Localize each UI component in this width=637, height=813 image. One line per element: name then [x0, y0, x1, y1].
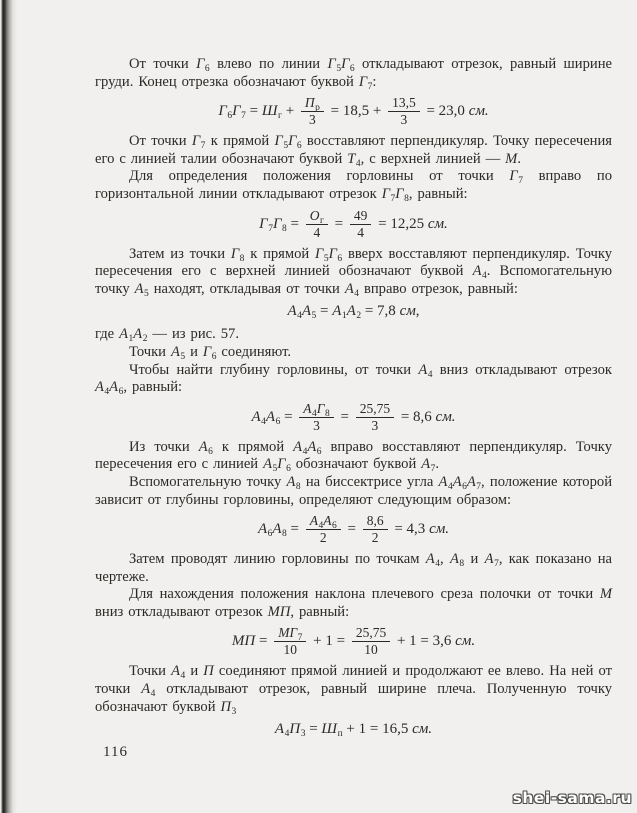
fraction: $\frac{25,75}{3}$ [356, 402, 394, 433]
paragraph: От точки $Г_7$ к прямой $Г_5Г_6$ восставляют перпендикуляр. Точку пересечения его с линией талии обозначают буквой $Т_4$, с верхней линией — М. [95, 133, 612, 169]
math-variable: $Г_6$ [202, 343, 217, 362]
math-variable: $МГ_7$ [278, 625, 303, 644]
math-variable: $Т_4$ [347, 150, 361, 169]
math-variable: $А_4$ [303, 400, 317, 419]
math-variable: $Г_6$ [218, 103, 233, 122]
math-variable: см. [468, 103, 489, 120]
text-column [95, 56, 612, 761]
paragraph: Точки $А_5$ и $Г_6$ соединяют. [129, 343, 292, 362]
body-text [95, 56, 612, 738]
math-variable: $А_6$ [109, 379, 124, 398]
paragraph: Точки $А_4$ и П соединяют прямой линией и продолжают ее влево. На ней от точки $А_4$ откладывают отрезок, равный ширине плеча. Полученную точку обозначают буквой $П_3$ [95, 663, 613, 717]
math-variable: $Г_8$ [395, 185, 409, 204]
math-variable: $А_5$ [301, 303, 317, 322]
math-variable: $О_г$ [309, 207, 324, 226]
fraction: $\frac{МГ_7}{10}$ [274, 626, 306, 657]
math-variable: $А_6$ [257, 521, 273, 540]
paragraph: Вспомогательную точку $А_8$ на биссектрисе угла $А_4А_6А_7$, положение которой зависит от глубины горловины, определяют следующим образом: [95, 473, 613, 508]
math-variable: $Г_5$ [327, 56, 342, 74]
math-variable: $А_2$ [133, 326, 148, 345]
math-variable: $Г_8$ [230, 245, 245, 264]
math-variable: $Г_7$ [232, 103, 246, 122]
math-variable: $А_2$ [346, 303, 362, 322]
math-variable: $А_6$ [323, 513, 337, 532]
math-variable: $А_4$ [425, 551, 440, 570]
math-variable: $Г_7$ [191, 133, 206, 152]
math-variable: $А_6$ [198, 438, 213, 457]
math-variable: $Г_7$ [381, 185, 396, 204]
math-variable: $А_4$ [293, 438, 308, 457]
formula: МП = $\frac{МГ_7}{10}$ + 1 = $\frac{25,75}{10}$ + 1 = 3,6 см. [231, 625, 476, 658]
math-variable: $Ш_г$ [261, 103, 282, 122]
formula: $А_4П_3 = Ш_п + 1 = 16,5$ см. [274, 721, 433, 740]
math-variable: $А_6$ [265, 408, 281, 427]
math-variable: М [599, 586, 612, 603]
fraction: $\frac{П_р}{3}$ [301, 96, 324, 127]
paragraph: Затем проводят линию горловины по точкам $А_4$, $А_8$ и $А_7$, как показано на чертеже. [95, 551, 613, 585]
fraction: $\frac{49}{4}$ [350, 209, 372, 240]
math-variable: см [399, 303, 416, 320]
math-variable: $А_5$ [170, 343, 186, 362]
formula: $Г_7Г_8$ = $\frac{О_г}{4}$ = $\frac{49}{4}$ = 12,25 см. [259, 207, 448, 240]
fraction: $\frac{А_4А_6}{2}$ [306, 514, 341, 545]
fraction: $\frac{13,5}{3}$ [388, 96, 420, 127]
math-variable: $А_7$ [484, 551, 499, 570]
math-variable: $Г_6$ [196, 56, 210, 74]
math-variable: $А_4$ [141, 681, 156, 700]
paragraph: От точки $Г_6$ влево по линии $Г_5Г_6$ откладывают отрезок, равный ширине груди. Конец отрезка обозначают буквой $Г_7$: [95, 56, 612, 92]
paragraph: Для определения положения горловины от точки $Г_7$ вправо по горизонтальной линии откладывают отрезок $Г_7Г_8$, равный: [95, 168, 612, 204]
math-variable: $А_4$ [418, 361, 433, 380]
math-variable: $А_8$ [449, 551, 465, 570]
math-variable: $А_4$ [251, 408, 266, 427]
fraction: $\frac{А_4Г_8}{3}$ [299, 402, 333, 433]
formula: $Г_6Г_7 = Ш_г$ + $\frac{П_р}{3}$ = 18,5 + $\frac{13,5}{3}$ = 23,0 см. [218, 95, 489, 128]
math-variable: $А_5$ [263, 456, 278, 475]
math-variable: $А_4$ [95, 379, 110, 398]
watermark: shei-sama.ru [512, 789, 632, 807]
paragraph: где $А_1А_2$ — из рис. 57. [95, 326, 239, 345]
math-variable: $Г_5$ [274, 133, 289, 152]
math-variable: см. [435, 408, 456, 425]
math-variable: см. [412, 721, 433, 738]
math-variable: $Г_6$ [341, 56, 355, 74]
math-variable: П [203, 663, 214, 680]
math-variable: $А_6$ [452, 473, 467, 492]
fraction: $\frac{О_г}{4}$ [306, 209, 328, 240]
math-variable: $А_4$ [344, 280, 359, 299]
math-variable: $А_4$ [171, 663, 186, 682]
math-variable: М [505, 150, 518, 167]
math-variable: $А_8$ [272, 521, 287, 540]
fraction: $\frac{25,75}{10}$ [352, 626, 390, 657]
math-variable: $Г_8$ [316, 400, 330, 419]
math-variable: $Г_7$ [509, 168, 523, 187]
paragraph: Из точки $А_6$ к прямой $А_4А_6$ вправо восставляют перпендикуляр. Точку пересечения его с линией $А_5Г_6$ обозначают буквой $А_7$. [95, 438, 612, 475]
math-variable: см. [429, 521, 450, 538]
math-variable: $А_4$ [274, 721, 290, 740]
math-variable: $Г_5$ [315, 245, 329, 264]
math-variable: $А_4$ [438, 473, 453, 492]
math-variable: см. [427, 215, 448, 232]
math-variable: $А_5$ [134, 280, 149, 299]
math-variable: $А_4$ [287, 303, 302, 322]
math-variable: $П_р$ [304, 95, 320, 114]
math-variable: см. [455, 633, 476, 650]
math-variable: $Г_7$ [259, 215, 273, 234]
math-variable: $А_4$ [309, 513, 324, 532]
math-variable: $А_8$ [286, 473, 301, 492]
fraction: $\frac{8,6}{2}$ [363, 514, 388, 545]
math-variable: $Г_6$ [288, 133, 302, 152]
formula: $А_4А_6$ = $\frac{А_4Г_8}{3}$ = $\frac{25,75}{3}$ = 8,6 см. [251, 400, 456, 433]
math-variable: $Г_8$ [272, 215, 287, 234]
math-variable: $А_1$ [119, 326, 134, 345]
math-variable: $А_4$ [472, 263, 487, 282]
math-variable: МП [267, 603, 291, 620]
math-variable: $Г_6$ [328, 245, 343, 264]
math-variable: $Г_7$ [358, 73, 373, 92]
paragraph: Для нахождения положения наклона плечевого среза полочки от точки М вниз откладывают отрезок МП, равный: [95, 586, 612, 620]
book-spine-edge-shadow [0, 0, 17, 813]
math-variable: $А_7$ [421, 456, 436, 475]
formula: $А_6А_8$ = $\frac{А_4А_6}{2}$ = $\frac{8,6}{2}$ = 4,3 см. [257, 513, 450, 546]
math-variable: $Ш_п$ [321, 721, 343, 740]
math-variable: $А_1$ [332, 303, 347, 322]
math-variable: $А_6$ [307, 438, 322, 457]
formula: $А_4А_5 = А_1А_2 = 7,8$ см, [287, 303, 420, 322]
math-variable: $П_3$ [289, 721, 306, 740]
math-variable: $Г_6$ [277, 456, 291, 475]
math-variable: $П_3$ [220, 698, 237, 717]
math-variable: МП [231, 633, 256, 650]
math-variable: $А_7$ [466, 473, 482, 492]
paragraph: Чтобы найти глубину горловины, от точки $А_4$ вниз откладывают отрезок $А_4А_6$, равный: [95, 361, 612, 398]
page-number: 116 [103, 744, 128, 761]
paragraph: Затем из точки $Г_8$ к прямой $Г_5Г_6$ вверх восставляют перпендикуляр. Точку пересечения его с верхней линией обозначают буквой $А_4$. Вспомогательную точку $А_5$ находят, откладывая от точки $А_4$ вправо отрезок, равный: [95, 245, 613, 299]
